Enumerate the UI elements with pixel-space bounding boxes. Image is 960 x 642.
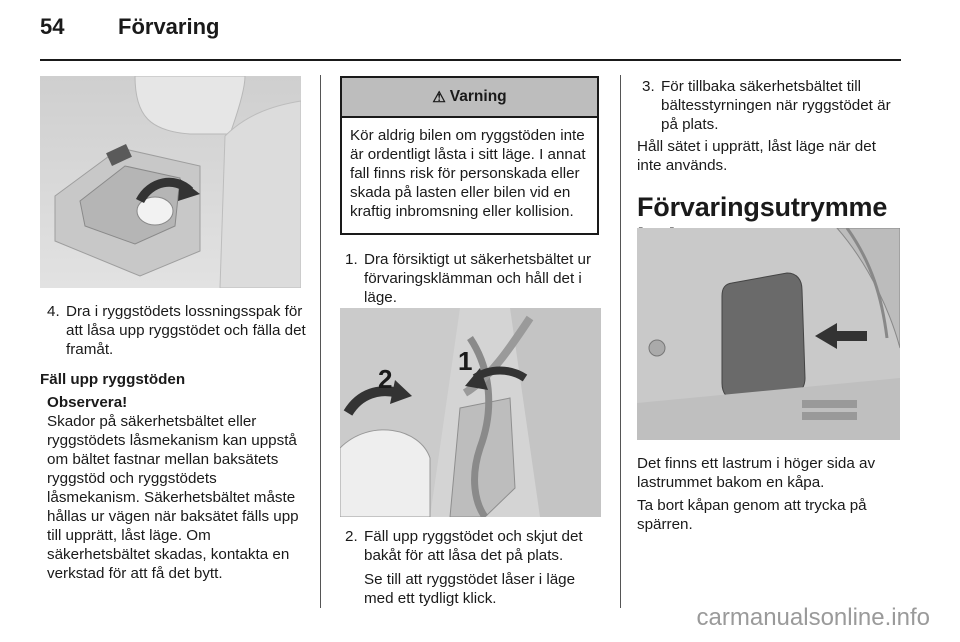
step-2-number: 2. [345, 528, 358, 545]
step-2-extra: Se till att ryggstödet låser i läge med ett tydligt klick. [364, 571, 576, 607]
warning-box [340, 76, 599, 235]
paragraph-remove-cover: Ta bort kåpan genom att trycka på spärren. [637, 497, 867, 533]
figure-seatbelt-release [340, 308, 601, 517]
step-3-number: 3. [642, 78, 655, 95]
step-1 [345, 250, 607, 307]
step-3 [642, 77, 902, 134]
watermark: carmanualsonline.info [696, 604, 930, 631]
column-divider-2 [620, 75, 621, 608]
header-rule [40, 59, 901, 61]
warning-title: Varning [449, 88, 507, 105]
step-1-text: Dra försiktigt ut säkerhetsbältet ur förvaringsklämman och håll det i läge. [364, 251, 592, 306]
page-number: 54 [40, 14, 65, 39]
note-title: Observera! [47, 394, 128, 411]
subheading-fall-upp: Fäll upp ryggstöden [40, 371, 186, 388]
warning-triangle-icon: ⚠ [432, 89, 446, 106]
note-block [47, 393, 309, 583]
step-2 [345, 527, 607, 608]
figure-seat-release-lever [40, 76, 301, 288]
note-text: Skador på säkerhetsbältet eller ryggstödets låsmekanism kan uppstå om bältet fastnar mellan baksätets ryggstöd och ryggstödets låsmekanism. Säkerhetsbältet måste hållas ur vägen när baksätet fälls upp till upprätt, låst läge. Om säkerhetsbältet skadas, kontakta en verkstad för att få det bytt. [47, 413, 299, 582]
step-4-text: Dra i ryggstödets lossningsspak för att låsa upp ryggstödet och fälla det framåt. [66, 303, 306, 358]
step-2-text: Fäll upp ryggstödet och skjut det bakåt för att låsa det på plats. [364, 528, 583, 564]
step-4 [47, 302, 309, 359]
column-divider-1 [320, 75, 321, 608]
warning-text: Kör aldrig bilen om ryggstöden inte är ordentligt låsta i sitt läge. I annat fall finns risk för personskada eller skada på lasten eller bilen vid en kraftig inbromsning eller kollision. [350, 127, 586, 220]
step-4-number: 4. [47, 303, 60, 320]
warning-header [342, 78, 597, 118]
step-1-number: 1. [345, 251, 358, 268]
step-3-text: För tillbaka säkerhetsbältet till bältesstyrningen när ryggstödet är på plats. [661, 78, 891, 133]
paragraph-seat-upright: Håll sätet i upprätt, låst läge när det inte används. [637, 138, 876, 174]
section-heading-storage: Förvaringsutrymme [637, 192, 888, 222]
figure-label-2: 2 [378, 364, 393, 394]
figure-rear-storage [637, 228, 900, 440]
page-title: Förvaring [118, 14, 220, 39]
figure-label-1: 1 [458, 346, 473, 376]
paragraph-storage-location: Det finns ett lastrum i höger sida av lastrummet bakom en kåpa. [637, 455, 876, 491]
